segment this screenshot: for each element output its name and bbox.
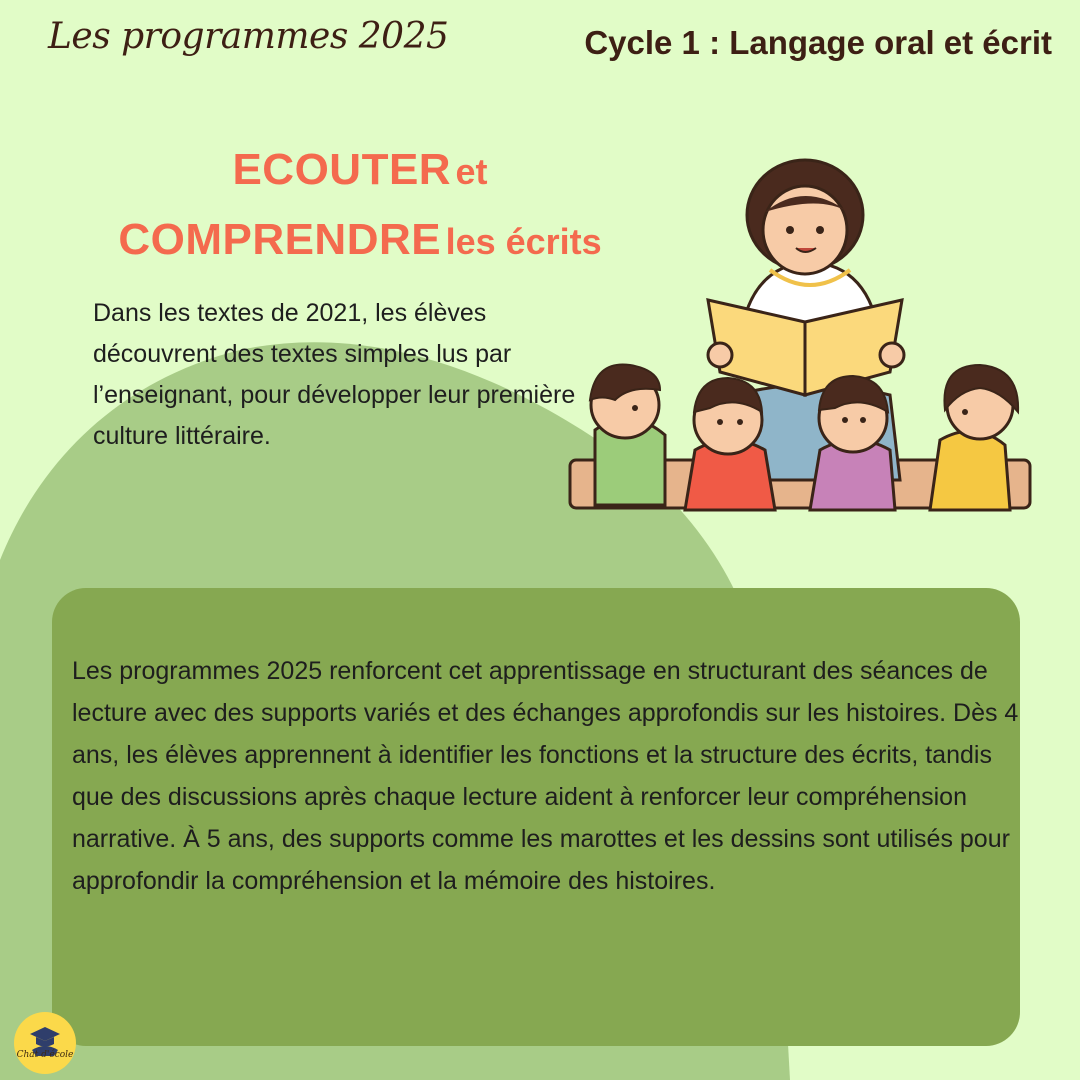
intro-paragraph: Dans les textes de 2021, les élèves découvrent des textes simples lus par l’enseignant, pour développer leur première culture littéraire. — [93, 299, 576, 450]
header-title: Les programmes 2025 — [48, 16, 449, 57]
title-word-ecouter: ECOUTER — [232, 145, 452, 194]
title-word-et: et — [455, 151, 488, 192]
title-word-les-ecrits: les écrits — [445, 221, 602, 262]
title-word-comprendre: COMPRENDRE — [118, 215, 442, 264]
logo-label: Chat d'école — [16, 1050, 74, 1060]
graduation-cap-icon — [14, 1012, 76, 1074]
brand-logo — [14, 1012, 76, 1074]
teacher-reading-illustration — [560, 150, 1050, 530]
header-subtitle: Cycle 1 : Langage oral et écrit — [584, 24, 1052, 61]
content-box-text: Les programmes 2025 renforcent cet apprentissage en structurant des séances de lecture avec des supports variés et des échanges approfondis sur les histoires. Dès 4 ans, les élèves apprennent à identifier les fonctions et la structure des écrits, tandis que des discussions après chaque lecture aident à renforcer leur compréhension narrative. À 5 ans, des supports comme les marottes et les dessins sont utilisés pour approfondir la compréhension et la mémoire des histoires. — [72, 657, 1019, 895]
